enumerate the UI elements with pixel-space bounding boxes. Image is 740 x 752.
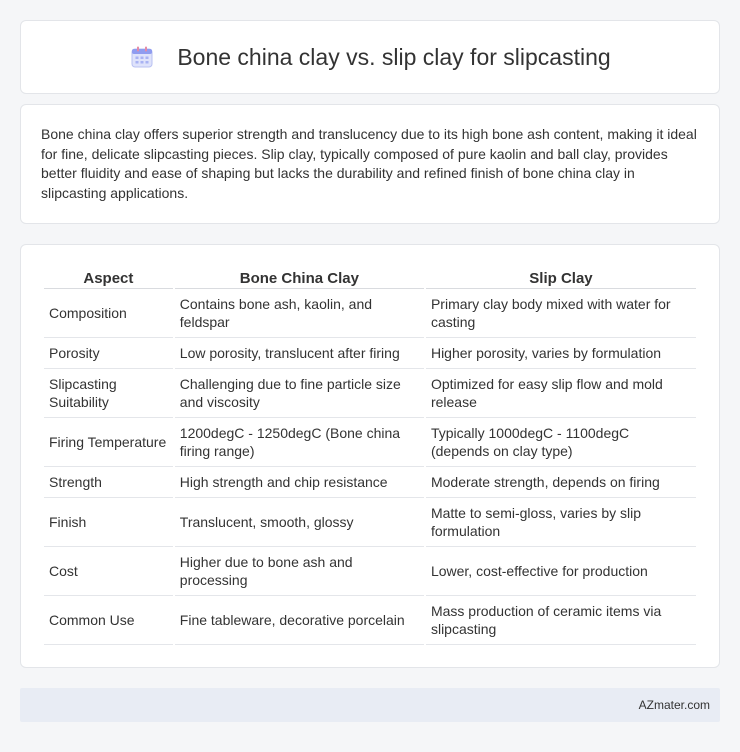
comparison-table-card — [20, 244, 720, 668]
table-header-row — [44, 265, 696, 289]
slip-clay-cell: Lower, cost-effective for production — [426, 547, 696, 596]
footer-brand: AZmater.com — [638, 698, 710, 712]
aspect-cell: Porosity — [44, 338, 173, 369]
table-row — [44, 547, 696, 596]
bone-china-cell: 1200degC - 1250degC (Bone china firing range) — [175, 418, 424, 467]
table-row — [44, 338, 696, 369]
aspect-cell: Slipcasting Suitability — [44, 369, 173, 418]
bone-china-cell: Fine tableware, decorative porcelain — [175, 596, 424, 645]
slip-clay-cell: Primary clay body mixed with water for casting — [426, 289, 696, 338]
bone-china-cell: Contains bone ash, kaolin, and feldspar — [175, 289, 424, 338]
table-row — [44, 418, 696, 467]
column-header-slip-clay: Slip Clay — [426, 265, 696, 289]
aspect-cell: Strength — [44, 467, 173, 498]
slip-clay-cell: Typically 1000degC - 1100degC (depends on clay type) — [426, 418, 696, 467]
slip-clay-cell: Moderate strength, depends on firing — [426, 467, 696, 498]
table-row — [44, 596, 696, 645]
table-row — [44, 467, 696, 498]
title-card — [20, 20, 720, 94]
bone-china-cell: High strength and chip resistance — [175, 467, 424, 498]
bone-china-cell: Low porosity, translucent after firing — [175, 338, 424, 369]
column-header-bone-china-clay: Bone China Clay — [175, 265, 424, 289]
slip-clay-cell: Optimized for easy slip flow and mold release — [426, 369, 696, 418]
aspect-cell: Finish — [44, 498, 173, 547]
bone-china-cell: Challenging due to fine particle size and viscosity — [175, 369, 424, 418]
calendar-icon — [129, 44, 155, 70]
intro-card — [20, 104, 720, 224]
bone-china-cell: Translucent, smooth, glossy — [175, 498, 424, 547]
footer-bar — [20, 688, 720, 722]
table-row — [44, 289, 696, 338]
table-row — [44, 369, 696, 418]
slip-clay-cell: Matte to semi-gloss, varies by slip formulation — [426, 498, 696, 547]
page-title: Bone china clay vs. slip clay for slipcasting — [177, 43, 611, 70]
intro-paragraph: Bone china clay offers superior strength and translucency due to its high bone ash content, making it ideal for fine, delicate slipcasting pieces. Slip clay, typically composed of pure kaolin and ball clay, provides better fluidity and ease of shaping but lacks the durability and refined finish of bone china clay in slipcasting applications. — [41, 126, 697, 201]
slip-clay-cell: Mass production of ceramic items via slipcasting — [426, 596, 696, 645]
aspect-cell: Common Use — [44, 596, 173, 645]
slip-clay-cell: Higher porosity, varies by formulation — [426, 338, 696, 369]
comparison-table — [42, 265, 698, 645]
bone-china-cell: Higher due to bone ash and processing — [175, 547, 424, 596]
column-header-aspect: Aspect — [44, 265, 173, 289]
aspect-cell: Composition — [44, 289, 173, 338]
table-row — [44, 498, 696, 547]
aspect-cell: Cost — [44, 547, 173, 596]
aspect-cell: Firing Temperature — [44, 418, 173, 467]
